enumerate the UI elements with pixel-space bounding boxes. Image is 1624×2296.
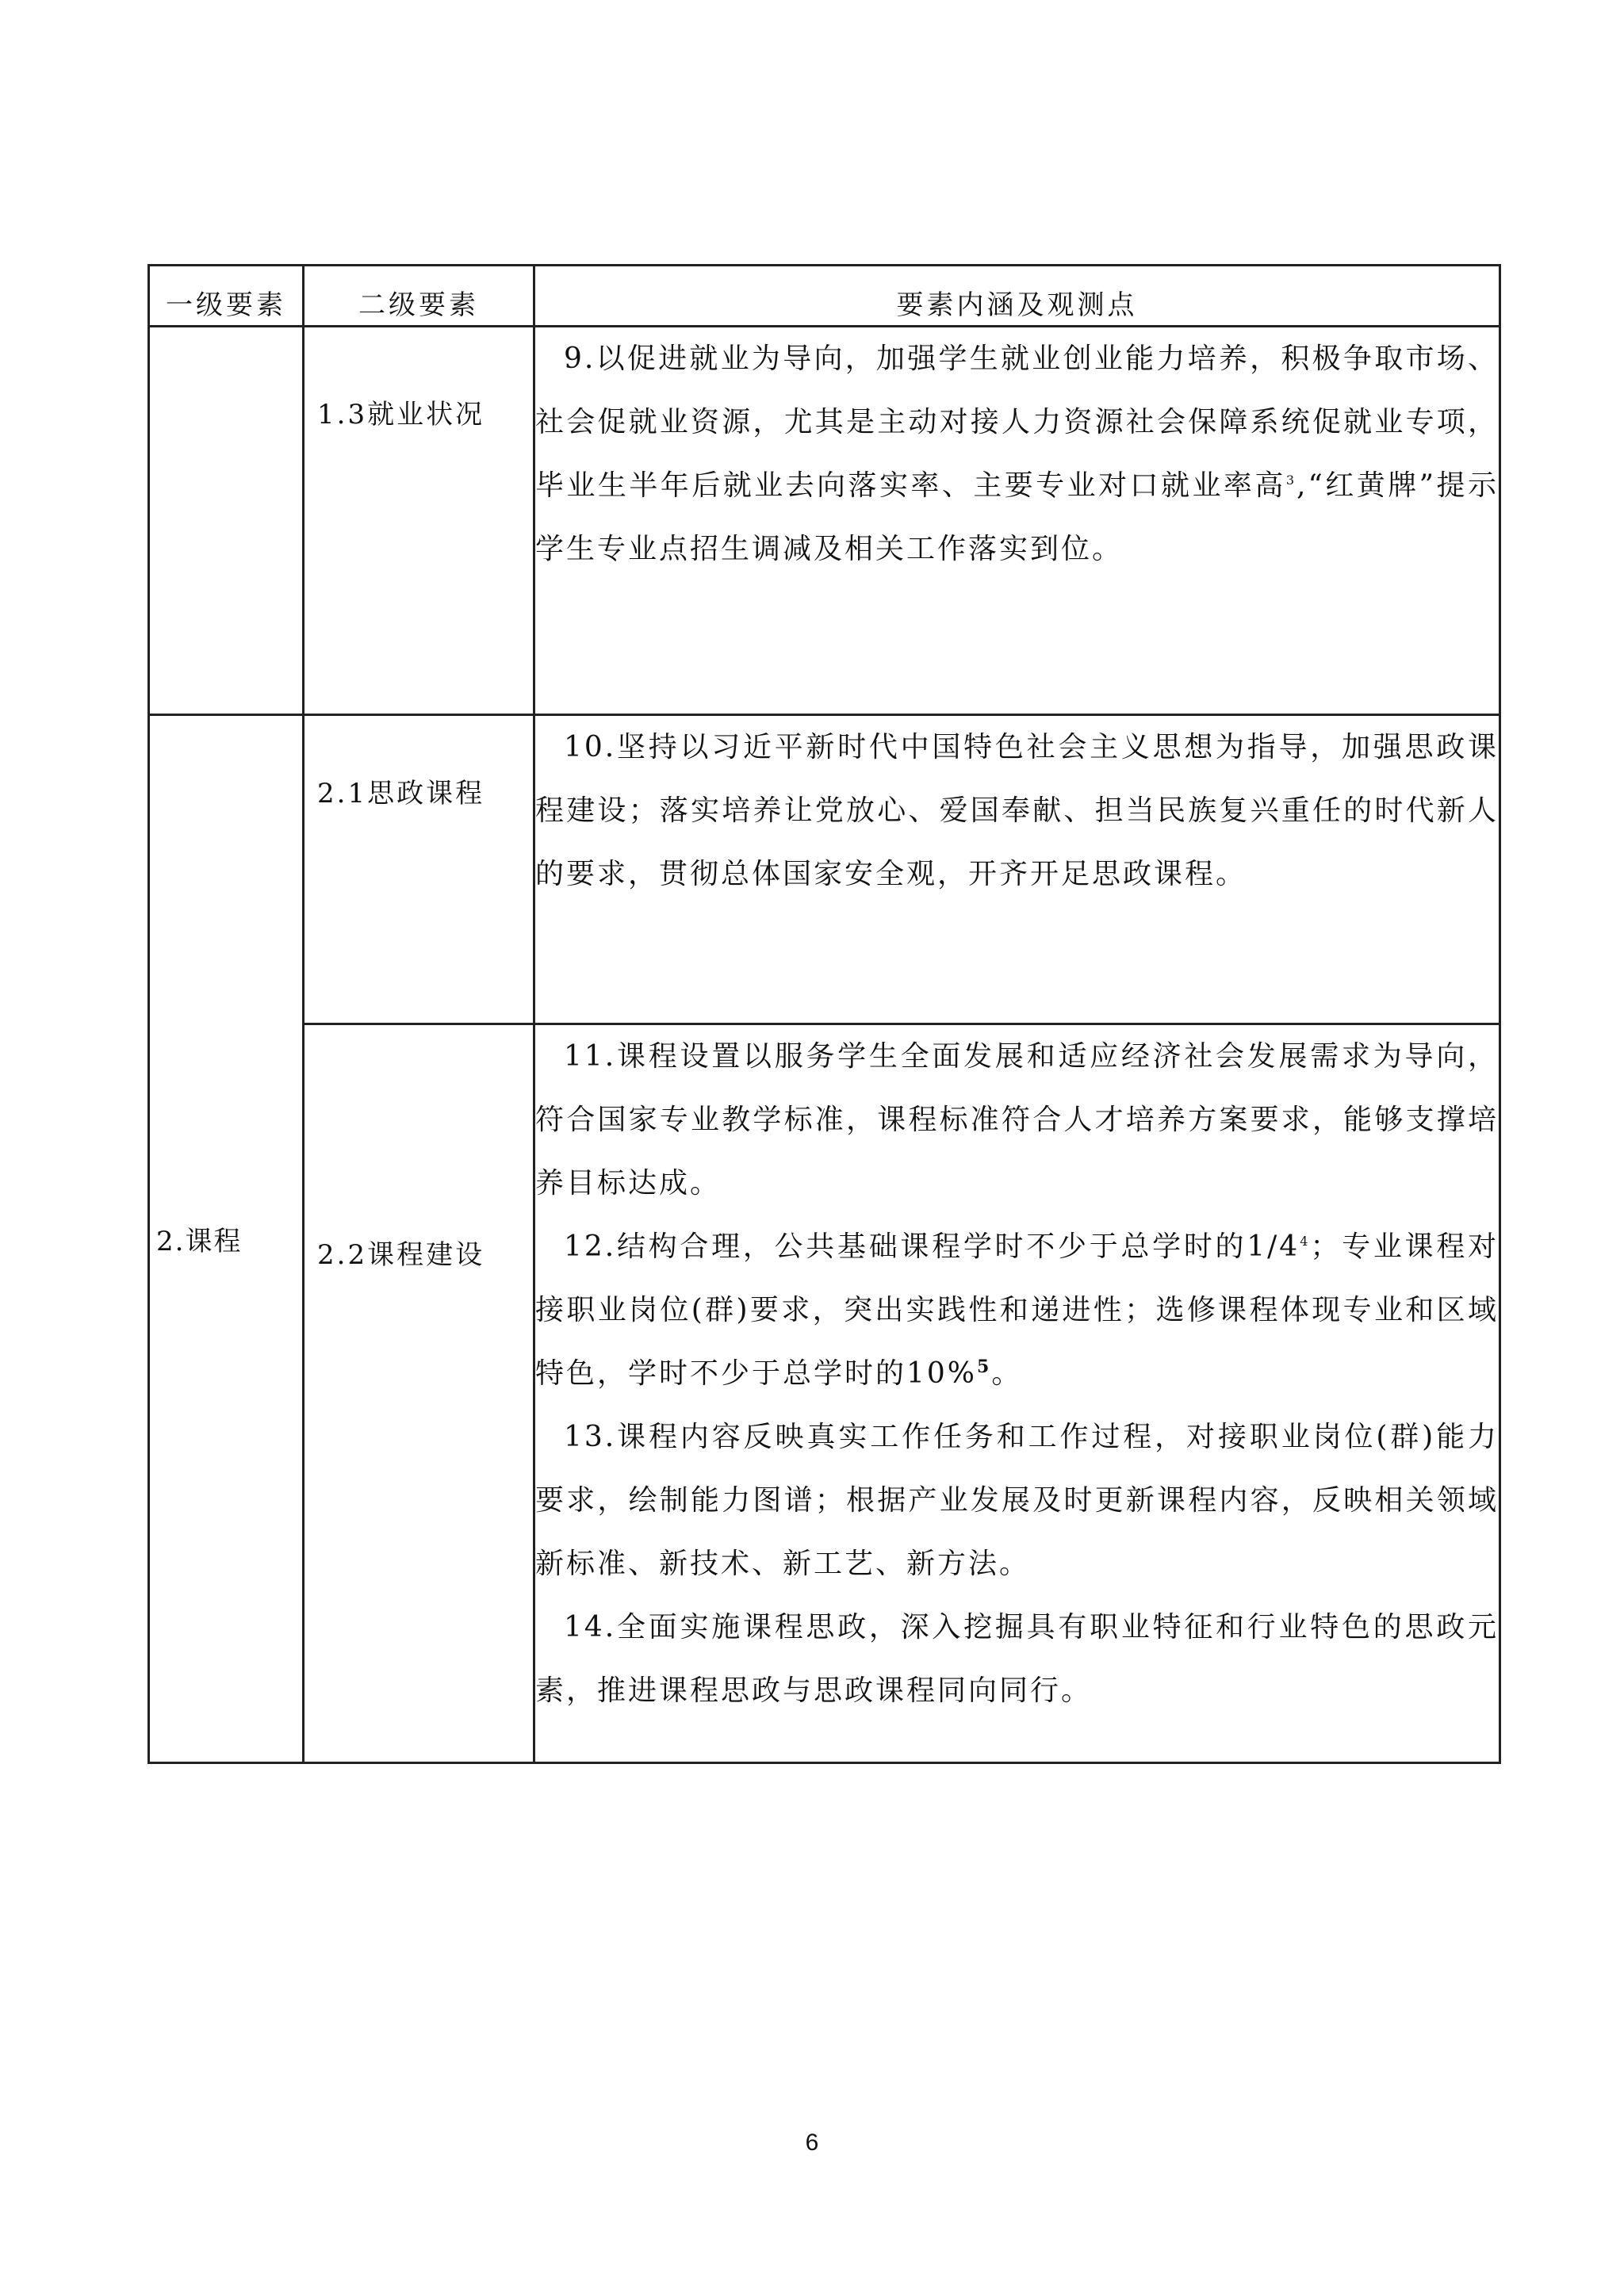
content-cell [534, 1024, 1500, 1763]
level1-label: 2.课程 [156, 1226, 243, 1257]
observation-point: 14.全面实施课程思政，深入挖掘具有职业特征和行业特色的思政元素，推进课程思政与思政课程同向同行。 [535, 1611, 1499, 1707]
observation-point: 11.课程设置以服务学生全面发展和适应经济社会发展需求为导向，符合国家专业教学标准，课程标准符合人才培养方案要求，能够支撑培养目标达成。 [535, 1040, 1499, 1200]
content-cell [534, 327, 1500, 715]
header-level1: 一级要素 [149, 266, 304, 327]
observation-point: 9.以促进就业为导向，加强学生就业创业能力培养，积极争取市场、社会促就业资源，尤其是主动对接人力资源社会保障系统促就业专项，毕业生半年后就业去向落实率、主要专业对口就业率高$^3$,“红黄牌”提示学生专业点招生调减及相关工作落实到位。 [535, 342, 1499, 565]
header-content: 要素内涵及观测点 [534, 266, 1500, 327]
level2-cell [304, 715, 534, 1024]
footnote-ref: 5 [977, 1357, 992, 1377]
observation-point: 13.课程内容反映真实工作任务和工作过程，对接职业岗位(群)能力要求，绘制能力图谱；根据产业发展及时更新课程内容，反映相关领域新标准、新技术、新工艺、新方法。 [535, 1421, 1499, 1580]
level1-cell [149, 715, 304, 1763]
page-number: 6 [805, 2130, 819, 2156]
header-level2: 二级要素 [304, 266, 534, 327]
standards-table [147, 264, 1501, 1764]
level2-label: 2.2课程建设 [317, 1239, 485, 1271]
observation-point: 10.坚持以习近平新时代中国特色社会主义思想为指导，加强思政课程建设；落实培养让党放心、爱国奉献、担当民族复兴重任的时代新人的要求，贯彻总体国家安全观，开齐开足思政课程。 [535, 731, 1499, 890]
footnote-ref: 4 [1300, 1234, 1311, 1249]
level1-cell-empty [149, 327, 304, 715]
table-header-row [149, 266, 1500, 327]
table-row [149, 1024, 1500, 1763]
table-row [149, 715, 1500, 1024]
level2-label: 2.1思政课程 [317, 778, 485, 809]
level2-label: 1.3就业状况 [317, 399, 485, 430]
table-row [149, 327, 1500, 715]
level2-cell [304, 1024, 534, 1763]
level2-cell [304, 327, 534, 715]
observation-point: 12.结构合理，公共基础课程学时不少于总学时的$1/4^4$；专业课程对接职业岗位(群)要求，突出实践性和递进性；选修课程体现专业和区域特色，学时不少于总学时的10%$^5$。 [535, 1230, 1499, 1390]
content-cell [534, 715, 1500, 1024]
footnote-ref: 3 [1285, 473, 1297, 488]
